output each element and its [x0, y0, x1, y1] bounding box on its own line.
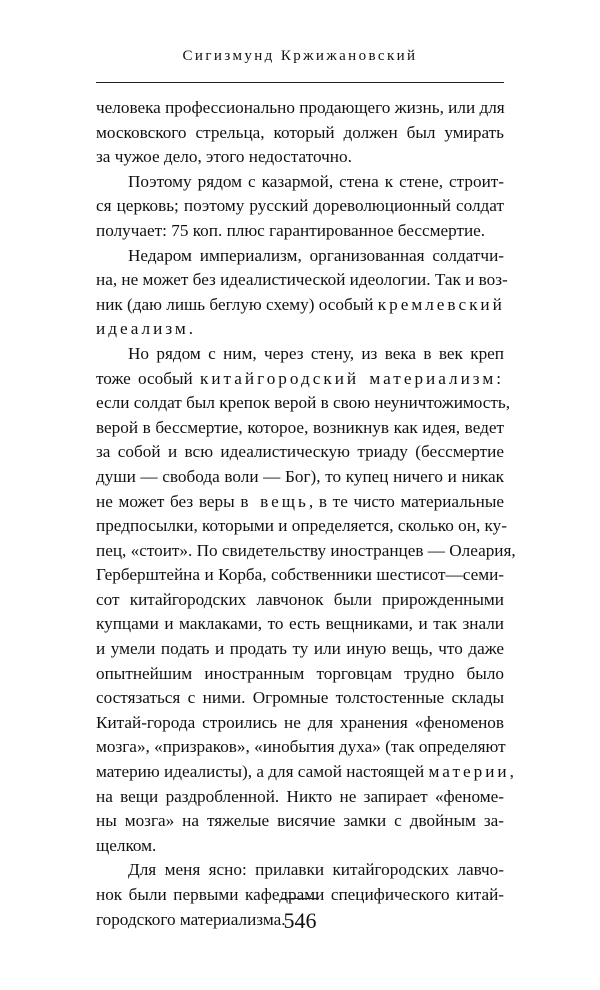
text-line: Для меня ясно: прилавки китайгородских лавчо- — [128, 860, 504, 880]
text-line — [96, 293, 504, 318]
spaced-emphasis: в вещь — [240, 491, 309, 511]
text-line: Китай-города строились не для хранения «феноменов — [96, 712, 504, 732]
text-line: верой в бессмертие, которое, возникнув как идея, ведет — [96, 417, 504, 437]
spaced-emphasis-line: идеализм. — [96, 319, 197, 339]
text-line: получает: 75 коп. плюс гарантированное бессмертие. — [96, 220, 486, 240]
text-line: купцами и маклаками, то есть вещниками, и так знали — [96, 614, 504, 634]
text-line: московского стрельца, который должен был умирать — [96, 122, 504, 142]
text-line: городского материализма. — [96, 909, 286, 929]
text-line — [96, 760, 517, 785]
body-text — [96, 96, 517, 932]
spaced-emphasis: китайгородский материализм: — [199, 368, 504, 388]
page-number: 546 — [283, 908, 317, 933]
text-run: не может без веры — [96, 491, 241, 511]
text-line: за чужое дело, этого недостаточно. — [96, 147, 352, 167]
text-line: Поэтому рядом с казармой, стена к стене, строит- — [128, 171, 504, 191]
paragraph — [96, 342, 517, 858]
text-line: нок были первыми кафедрами специфического китай- — [96, 885, 504, 904]
paragraph — [96, 244, 508, 342]
text-line: на вещи раздробленной. Никто не запирает «феноме- — [96, 786, 504, 806]
spaced-emphasis: материи, — [428, 762, 517, 782]
text-line: мозга», «призраков», «инобытия духа» (так определяют — [96, 737, 506, 757]
footer-rule — [281, 898, 319, 899]
running-head: Сигизмунд Кржижановский — [182, 48, 418, 64]
text-line: ся церковь; поэтому русский дореволюционный солдат — [96, 196, 504, 216]
text-line: ны мозга» на тяжелые висячие замки с двойным за- — [96, 811, 504, 831]
spaced-emphasis: кремлевский — [377, 294, 505, 314]
text-line: пец, «стоит». По свидетельству иностранцев — Олеария, — [96, 540, 516, 560]
text-line: Герберштейна и Корба, собственники шестисот—семи- — [96, 565, 504, 585]
text-run: материю идеалисты), а для самой настоящей — [96, 762, 429, 782]
text-run: тоже особый — [96, 368, 200, 388]
text-line: и умели подать и продать ту или иную вещь, что даже — [96, 639, 504, 659]
text-line: щелком. — [96, 835, 157, 855]
text-line: если солдат был крепок верой в свою неуничтожимость, — [96, 393, 511, 413]
paragraph — [96, 170, 504, 244]
text-line: сот китайгородских лавчонок были прирожденными — [96, 589, 504, 609]
text-line: человека профессионально продающего жизнь, или для — [96, 98, 505, 117]
text-line: за собой и всю идеалистическую триаду (бессмертие — [96, 442, 504, 462]
paragraph — [96, 96, 504, 170]
text-line: Недаром империализм, организованная солдатчи- — [128, 245, 504, 265]
text-line — [96, 367, 504, 392]
header-rule — [96, 82, 504, 83]
text-line — [96, 490, 504, 515]
text-line: на, не может без идеалистической идеологии. Так и воз- — [96, 270, 508, 290]
text-line: предпосылки, которыми и определяется, сколько он, ку- — [96, 516, 507, 536]
text-line: Но рядом с ним, через стену, из века в век креп — [128, 343, 504, 363]
text-line: души — свобода воли — Бог), то купец ничего и никак — [96, 466, 504, 486]
text-line: опытнейшим иностранным торговцам трудно было — [96, 663, 504, 683]
text-line: состязаться с ними. Огромные толстостенные склады — [96, 688, 504, 708]
text-run: ник (даю лишь беглую схему) особый — [96, 294, 378, 314]
text-run: , в те чисто материальные — [308, 491, 504, 511]
